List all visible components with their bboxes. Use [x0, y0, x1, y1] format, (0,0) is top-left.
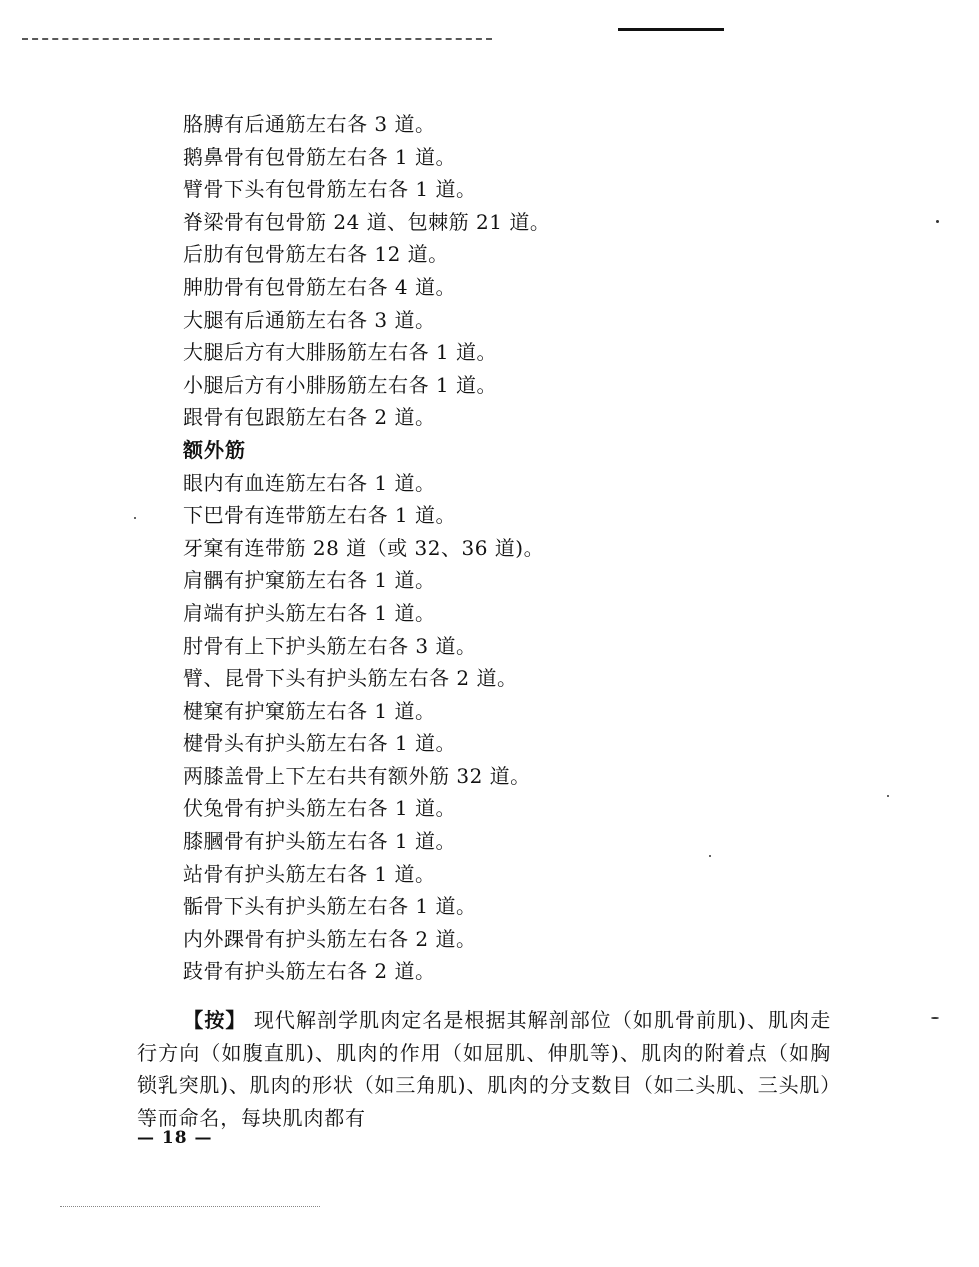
list-line: 大腿有后通筋左右各 3 道。	[183, 307, 436, 332]
page-number: — 18 —	[137, 1128, 213, 1148]
extra-list-line: 楗骨头有护头筋左右各 1 道。	[183, 731, 456, 756]
list-line: 跟骨有包跟筋左右各 2 道。	[183, 405, 436, 430]
scan-speck	[887, 795, 889, 797]
list-line: 大腿后方有大腓肠筋左右各 1 道。	[183, 340, 497, 365]
extra-list-line: 眼内有血连筋左右各 1 道。	[183, 470, 436, 495]
extra-list-line: 伏兔骨有护头筋左右各 1 道。	[183, 796, 456, 821]
extra-list-line: 肘骨有上下护头筋左右各 3 道。	[183, 633, 477, 658]
list-line: 臂骨下头有包骨筋左右各 1 道。	[183, 177, 477, 202]
scan-speck	[931, 1017, 939, 1019]
extra-list-line: 臂、昆骨下头有护头筋左右各 2 道。	[183, 666, 518, 691]
list-line: 后肋有包骨筋左右各 12 道。	[183, 242, 449, 267]
scan-speck	[936, 220, 939, 223]
scan-bottom-noise	[60, 1206, 320, 1207]
list-line: 胳膊有后通筋左右各 3 道。	[183, 112, 436, 136]
section-heading: 额外筋	[183, 437, 246, 462]
tendon-list	[183, 108, 550, 988]
scan-dashed-rule	[22, 38, 492, 40]
scan-speck	[709, 855, 711, 857]
extra-list-line: 内外踝骨有护头筋左右各 2 道。	[183, 926, 477, 951]
list-line: 小腿后方有小腓肠筋左右各 1 道。	[183, 372, 497, 397]
extra-list-line: 膝膕骨有护头筋左右各 1 道。	[183, 829, 456, 854]
commentary-paragraph	[137, 1004, 831, 1134]
extra-list-line: 站骨有护头筋左右各 1 道。	[183, 861, 436, 886]
extra-list-line: 骺骨下头有护头筋左右各 1 道。	[183, 894, 477, 919]
extra-list-line: 牙窠有连带筋 28 道（或 32、36 道)。	[183, 535, 545, 560]
extra-list-line: 肩髃有护窠筋左右各 1 道。	[183, 568, 436, 593]
extra-list-line: 两膝盖骨上下左右共有额外筋 32 道。	[183, 763, 531, 788]
commentary-text: 现代解剖学肌肉定名是根据其解剖部位（如肌骨前肌)、肌肉走行方向（如腹直肌)、肌肉的作用（如屈肌、伸肌等)、肌肉的附着点（如胸锁乳突肌)、肌肉的形状（如三角肌)、肌肉的分支数目（如二头肌、三头肌）等而命名，每块肌肉都有	[137, 1008, 831, 1130]
extra-list-line: 肩端有护头筋左右各 1 道。	[183, 600, 436, 625]
list-line: 胂肋骨有包骨筋左右各 4 道。	[183, 274, 456, 299]
extra-list-line: 楗窠有护窠筋左右各 1 道。	[183, 698, 436, 723]
extra-list-line: 跂骨有护头筋左右各 2 道。	[183, 959, 436, 984]
scan-speck	[134, 517, 136, 519]
list-line: 脊梁骨有包骨筋 24 道、包棘筋 21 道。	[183, 209, 551, 234]
scan-rule-mark	[618, 28, 724, 31]
commentary-tag: 【按】	[183, 1008, 247, 1032]
list-line: 鹅鼻骨有包骨筋左右各 1 道。	[183, 144, 456, 169]
extra-list-line: 下巴骨有连带筋左右各 1 道。	[183, 503, 456, 528]
